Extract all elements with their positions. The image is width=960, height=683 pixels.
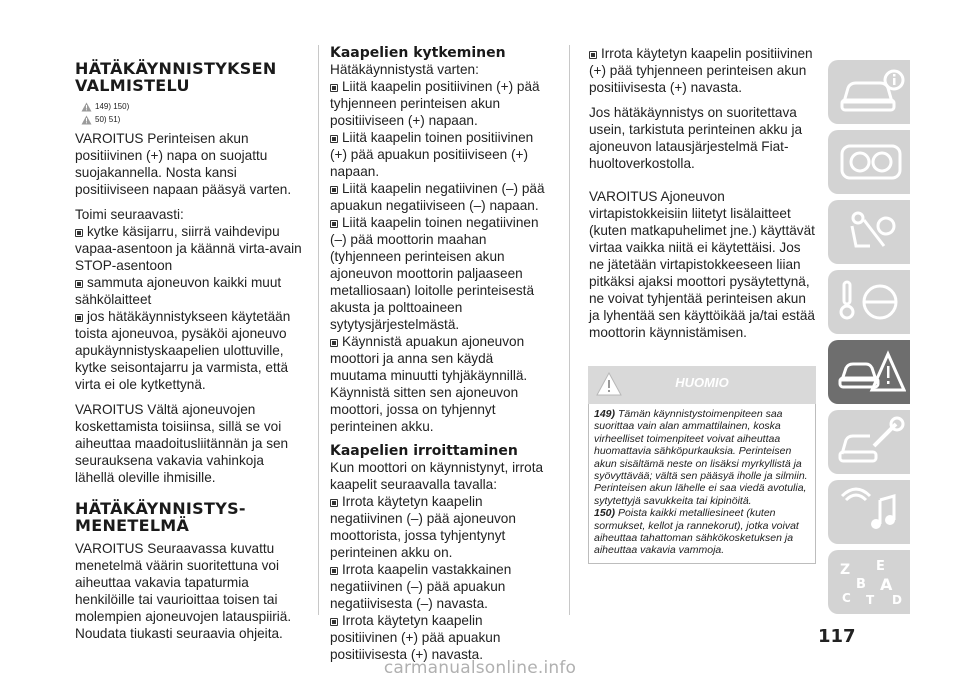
note-item: 150) Poista kaikki metalliesineet (kuten sormukset, kellot ja rannekorut), jotka voivat aiheuttaa tahattoman sähkökosketuksen ja aiheuttaa vakavia vammoja.	[594, 507, 799, 557]
paragraph: VAROITUS Seuraavassa kuvattu menetelmä väärin suoritettuna voi aiheuttaa vakavia tapaturmia henkilöille tai vaurioittaa toisen tai molempien ajoneuvojen latauspiiriä. Noudata tiukasti seuraavia ohjeita.	[75, 541, 292, 641]
note-number: 149)	[594, 408, 616, 420]
paragraph: Hätäkäynnistystä varten:	[330, 62, 479, 77]
wrench-car-icon	[836, 416, 906, 468]
bullet-icon	[330, 339, 338, 347]
note-number: 150)	[594, 507, 616, 520]
bullet-icon	[330, 84, 338, 92]
svg-text:T: T	[866, 593, 875, 607]
bullet-icon	[330, 618, 338, 626]
bullet-icon	[330, 220, 338, 228]
bullet-icon	[75, 229, 83, 237]
svg-text:C: C	[842, 591, 851, 605]
bullet-icon	[75, 314, 83, 322]
tab-safety[interactable]	[828, 200, 910, 264]
svg-text:B: B	[856, 577, 866, 592]
tab-maintenance[interactable]	[828, 410, 910, 474]
tab-index[interactable]	[828, 550, 910, 614]
paragraph: VAROITUS Ajoneuvon virtapistokkeisiin liitetyt lisälaitteet (kuten matkapuhelimet jne.) käyttävät virtaa vaikka niitä ei käytettäisi. Jos ne jätetään virtapistokkeeseen liian pitkäksi ajaksi moottori pysäytettynä, ne voivat tyhjentää perinteisen akun ja lyhentää sen käyttöikää ja/tai estää moottorin käynnistämisen.	[589, 189, 815, 340]
column-divider	[318, 45, 319, 615]
tab-emergency[interactable]	[828, 340, 910, 404]
note-heading: HUOMIO	[675, 375, 729, 390]
caution-ref-numbers: 50) 51)	[95, 115, 121, 124]
note-header	[588, 366, 816, 404]
bullet-icon	[589, 51, 597, 59]
bullet-item: Liitä kaapelin toinen negatiivinen (–) pää moottorin maahan (tyhjenneen perinteisen akun ajoneuvon moottorin paljaaseen metalliosaan) loitolle perinteisestä akusta ja polttoaineen sytytysjärjestelmästä.	[330, 215, 539, 332]
tab-car-info[interactable]	[828, 60, 910, 124]
note-body	[588, 404, 816, 564]
airbag-safety-icon	[836, 206, 906, 258]
index-letters-icon	[836, 556, 906, 608]
tab-starting-driving[interactable]	[828, 270, 910, 334]
bullet-icon	[330, 567, 338, 575]
bullet-item: jos hätäkäynnistykseen käytetään toista ajoneuvoa, pysäköi ajoneuvo apukäynnistyskaapelien ulottuville, kytke seisontajarru ja varmista, että virta ei ole kytkettynä.	[75, 309, 291, 392]
dashboard-gauge-icon	[836, 136, 906, 188]
car-info-icon	[836, 66, 906, 118]
bullet-item: Liitä kaapelin toinen positiivinen (+) pää apuakun positiiviseen (+) napaan.	[330, 130, 534, 179]
bullet-icon	[330, 135, 338, 143]
page-number: 117	[818, 626, 856, 647]
bullet-item: Irrota käytetyn kaapelin negatiivinen (–) pää ajoneuvon moottorista, jossa tyhjentynyt perinteinen akku on.	[330, 494, 516, 560]
tab-multimedia[interactable]	[828, 480, 910, 544]
warning-refs	[81, 100, 305, 113]
section-title: HÄTÄKÄYNNISTYKSEN VALMISTELU	[75, 59, 277, 95]
watermark: carmanualsonline.info	[383, 658, 577, 678]
column-right	[589, 45, 819, 341]
bullet-item: Liitä kaapelin positiivinen (+) pää tyhjenneen perinteisen akun positiiviseen (+) napaan.	[330, 79, 540, 128]
tab-dashboard[interactable]	[828, 130, 910, 194]
subsection-title: Kaapelien irroittaminen	[330, 443, 518, 459]
svg-text:E: E	[876, 559, 885, 574]
bullet-item: Käynnistä apuakun ajoneuvon moottori ja anna sen käydä muutama minuutti tyhjäkäynnillä. Käynnistä sitten sen ajoneuvon moottori, jossa on tyhjennyt perinteinen akku.	[330, 334, 528, 434]
bullet-item: Irrota kaapelin vastakkainen negatiivinen (–) pää apuakun negatiivisesta (–) navasta.	[330, 562, 512, 611]
warning-ref-numbers: 149) 150)	[95, 102, 130, 111]
paragraph: Toimi seuraavasti:	[75, 207, 184, 222]
chapter-tabs	[828, 60, 910, 620]
svg-text:Z: Z	[840, 562, 851, 578]
subsection-title: Kaapelien kytkeminen	[330, 45, 506, 61]
warning-triangle-icon	[81, 102, 92, 112]
multimedia-music-icon	[836, 486, 906, 538]
bullet-item: sammuta ajoneuvon kaikki muut sähkölaitteet	[75, 275, 282, 307]
svg-text:A: A	[880, 575, 893, 594]
bullet-item: kytke käsijarru, siirrä vaihdevipu vapaa-asentoon ja käännä virta-avain STOP-asentoon	[75, 224, 302, 273]
bullet-icon	[330, 186, 338, 194]
svg-text:D: D	[892, 593, 902, 607]
section-title: HÄTÄKÄYNNISTYS-MENETELMÄ	[75, 499, 246, 535]
caution-refs	[81, 113, 305, 126]
car-warning-triangle-icon	[836, 346, 906, 398]
caution-note-box	[588, 366, 816, 564]
key-steering-wheel-icon	[836, 276, 906, 328]
bullet-item: Irrota käytetyn kaapelin positiivinen (+) pää tyhjenneen perinteisen akun positiivisesta (+) navasta.	[589, 46, 813, 95]
paragraph: VAROITUS Perinteisen akun positiivinen (+) napa on suojattu suojakannella. Nosta kansi positiiviseen napaan pääsyä varten.	[75, 131, 292, 197]
column-divider	[569, 45, 570, 615]
paragraph: Jos hätäkäynnistys on suoritettava usein, tarkistuta perinteinen akku ja ajoneuvon latausjärjestelmä Fiat-huoltoverkostolla.	[589, 105, 803, 171]
paragraph: Kun moottori on käynnistynyt, irrota kaapelit seuraavalla tavalla:	[330, 460, 544, 492]
bullet-item: Irrota käytetyn kaapelin positiivinen (+) pää apuakun positiivisesta (+) navasta.	[330, 613, 501, 662]
paragraph: VAROITUS Vältä ajoneuvojen koskettamista toisiinsa, sillä se voi aiheuttaa maadoitusliitännän ja sen seurauksena vakavia vahinkoja lähellä oleville ihmisille.	[75, 402, 289, 485]
column-middle	[330, 45, 548, 663]
bullet-icon	[330, 499, 338, 507]
column-left	[75, 60, 305, 642]
note-item: 149) Tämän käynnistystoimenpiteen saa suorittaa vain alan ammattilainen, koska virheelliset toimenpiteet voivat aiheuttaa huomattavia sähköpurkauksia. Perinteisen akun sisältämä neste on lisäksi myrkyllistä ja syövyttävää; vältä sen pääsyä iholle ja silmiin. Perinteisen akun lähelle ei saa viedä avotulia, sytytettyjä savukkeita tai kipinöitä.	[594, 408, 808, 507]
bullet-item: Liitä kaapelin negatiivinen (–) pää apuakun negatiiviseen (–) napaan.	[330, 181, 545, 213]
bullet-icon	[75, 280, 83, 288]
caution-triangle-icon	[81, 115, 92, 125]
